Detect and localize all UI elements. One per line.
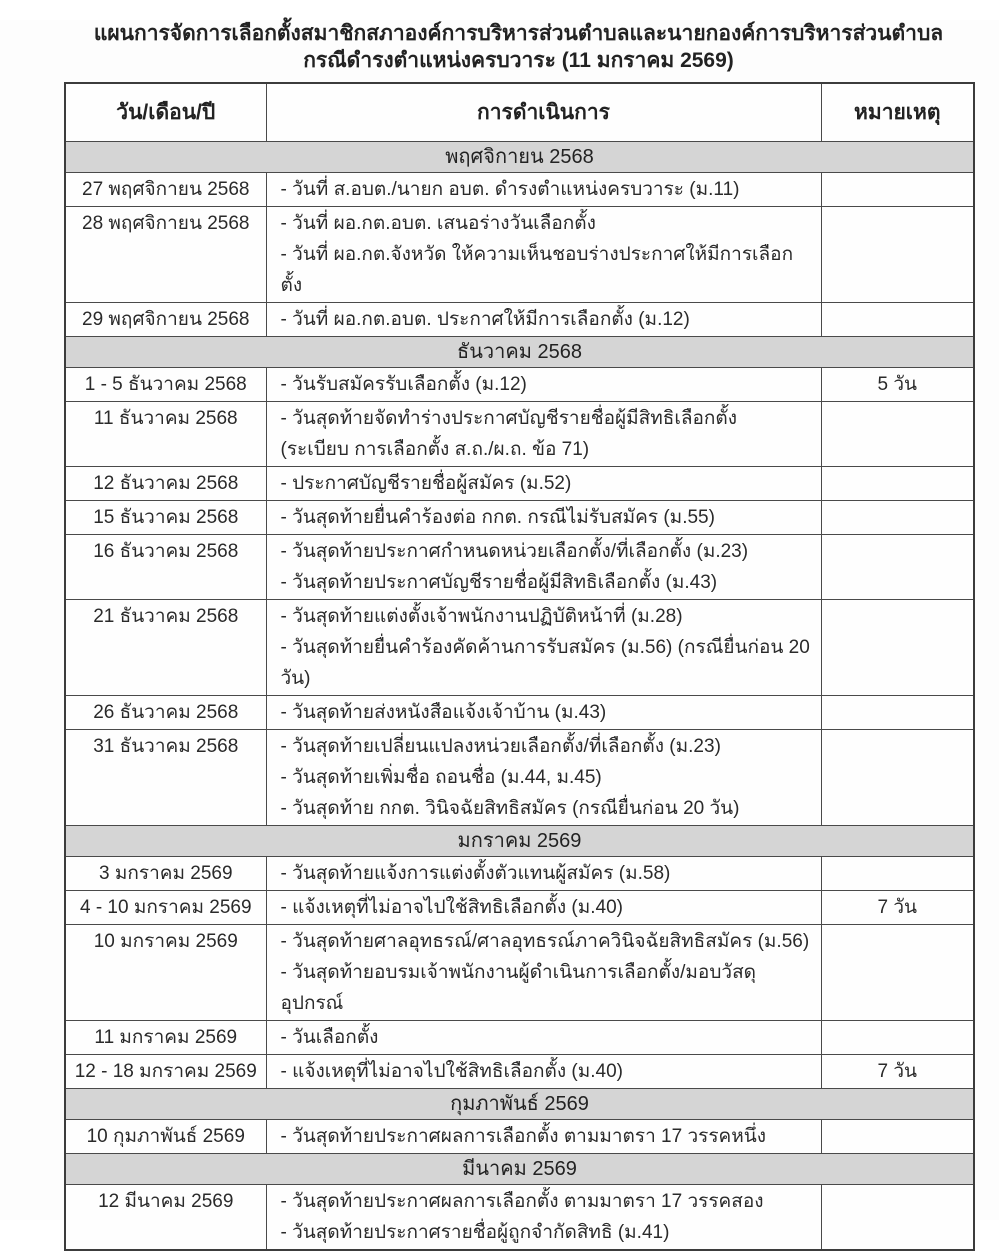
column-header-action: การดำเนินการ	[266, 83, 821, 142]
table-row	[65, 368, 974, 402]
table-row	[65, 1120, 974, 1154]
action-item: - วันสุดท้าย กกต. วินิจฉัยสิทธิสมัคร (กรณียื่นก่อน 20 วัน)	[280, 798, 740, 819]
actions-cell	[266, 696, 821, 730]
note-cell	[821, 535, 974, 600]
table-row	[65, 467, 974, 501]
action-item: - ประกาศบัญชีรายชื่อผู้สมัคร (ม.52)	[280, 473, 572, 494]
date-cell: 26 ธันวาคม 2568	[65, 696, 266, 730]
note-cell	[821, 696, 974, 730]
actions-cell	[266, 600, 821, 696]
action-item: - วันรับสมัครรับเลือกตั้ง (ม.12)	[280, 374, 527, 395]
note-cell	[821, 173, 974, 207]
table-row	[65, 600, 974, 696]
month-section-header: พฤศจิกายน 2568	[65, 142, 974, 173]
header-row	[65, 83, 974, 142]
date-cell: 1 - 5 ธันวาคม 2568	[65, 368, 266, 402]
table-row	[65, 891, 974, 925]
table-row	[65, 402, 974, 467]
table-row	[65, 696, 974, 730]
action-item: - แจ้งเหตุที่ไม่อาจไปใช้สิทธิเลือกตั้ง (ม.40)	[280, 897, 623, 918]
note-cell: 5 วัน	[821, 368, 974, 402]
date-cell: 12 ธันวาคม 2568	[65, 467, 266, 501]
actions-cell	[266, 925, 821, 1021]
month-section-header: มีนาคม 2569	[65, 1154, 974, 1185]
action-item: - วันสุดท้ายยื่นคำร้องคัดค้านการรับสมัคร (ม.56) (กรณียื่นก่อน 20 วัน)	[280, 637, 810, 689]
actions-cell	[266, 535, 821, 600]
month-section-row	[65, 826, 974, 857]
note-cell	[821, 1120, 974, 1154]
action-item: - วันที่ ผอ.กต.อบต. เสนอร่างวันเลือกตั้ง	[280, 213, 596, 234]
date-cell: 3 มกราคม 2569	[65, 857, 266, 891]
actions-cell	[266, 891, 821, 925]
action-item: - วันสุดท้ายอบรมเจ้าพนักงานผู้ดำเนินการเลือกตั้ง/มอบวัสดุอุปกรณ์	[280, 962, 757, 1014]
actions-cell	[266, 1021, 821, 1055]
document-title-block	[64, 20, 973, 74]
note-cell	[821, 1185, 974, 1251]
action-item: - วันที่ ผอ.กต.จังหวัด ให้ความเห็นชอบร่างประกาศให้มีการเลือกตั้ง	[280, 244, 794, 296]
action-item: - วันสุดท้ายเปลี่ยนแปลงหน่วยเลือกตั้ง/ที่เลือกตั้ง (ม.23)	[280, 736, 721, 757]
month-section-row	[65, 1154, 974, 1185]
date-cell: 11 มกราคม 2569	[65, 1021, 266, 1055]
document-title: แผนการจัดการเลือกตั้งสมาชิกสภาองค์การบริหารส่วนตำบลและนายกองค์การบริหารส่วนตำบล	[93, 22, 944, 45]
action-item: - วันสุดท้ายส่งหนังสือแจ้งเจ้าบ้าน (ม.43)	[280, 702, 607, 723]
date-cell: 21 ธันวาคม 2568	[65, 600, 266, 696]
action-item: - วันสุดท้ายเพิ่มชื่อ ถอนชื่อ (ม.44, ม.45)	[280, 767, 602, 788]
document-page	[0, 20, 999, 1243]
action-item: - วันสุดท้ายประกาศผลการเลือกตั้ง ตามมาตรา 17 วรรคหนึ่ง	[280, 1126, 767, 1147]
table-row	[65, 1185, 974, 1251]
note-cell: 7 วัน	[821, 891, 974, 925]
month-section-row	[65, 337, 974, 368]
action-item: - วันสุดท้ายจัดทำร่างประกาศบัญชีรายชื่อผู้มีสิทธิเลือกตั้ง (ระเบียบ การเลือกตั้ง ส.ถ./ผ.ถ. ข้อ 71)	[280, 408, 738, 460]
date-cell: 28 พฤศจิกายน 2568	[65, 207, 266, 303]
action-item: - วันสุดท้ายศาลอุทธรณ์/ศาลอุทธรณ์ภาควินิจฉัยสิทธิสมัคร (ม.56)	[280, 931, 810, 952]
date-cell: 29 พฤศจิกายน 2568	[65, 303, 266, 337]
table-row	[65, 925, 974, 1021]
action-item: - วันสุดท้ายประกาศบัญชีรายชื่อผู้มีสิทธิเลือกตั้ง (ม.43)	[280, 572, 718, 593]
table-row	[65, 857, 974, 891]
month-section-row	[65, 1089, 974, 1120]
actions-cell	[266, 1185, 821, 1251]
actions-cell	[266, 730, 821, 826]
actions-cell	[266, 1120, 821, 1154]
action-item: - วันสุดท้ายประกาศรายชื่อผู้ถูกจำกัดสิทธิ (ม.41)	[280, 1222, 670, 1243]
date-cell: 4 - 10 มกราคม 2569	[65, 891, 266, 925]
note-cell	[821, 402, 974, 467]
actions-cell	[266, 467, 821, 501]
action-item: - แจ้งเหตุที่ไม่อาจไปใช้สิทธิเลือกตั้ง (ม.40)	[280, 1061, 623, 1082]
month-section-header: มกราคม 2569	[65, 826, 974, 857]
note-cell: 7 วัน	[821, 1055, 974, 1089]
action-item: - วันสุดท้ายประกาศกำหนดหน่วยเลือกตั้ง/ที่เลือกตั้ง (ม.23)	[280, 541, 749, 562]
table-body	[65, 142, 974, 1251]
actions-cell	[266, 402, 821, 467]
action-item: - วันสุดท้ายยื่นคำร้องต่อ กกต. กรณีไม่รับสมัคร (ม.55)	[280, 507, 715, 528]
actions-cell	[266, 173, 821, 207]
actions-cell	[266, 368, 821, 402]
column-header-note: หมายเหตุ	[821, 83, 974, 142]
table-row	[65, 501, 974, 535]
month-section-header: ธันวาคม 2568	[65, 337, 974, 368]
table-row	[65, 1055, 974, 1089]
action-item: - วันสุดท้ายแจ้งการแต่งตั้งตัวแทนผู้สมัคร (ม.58)	[280, 863, 671, 884]
table-row	[65, 535, 974, 600]
note-cell	[821, 303, 974, 337]
note-cell	[821, 857, 974, 891]
note-cell	[821, 467, 974, 501]
date-cell: 31 ธันวาคม 2568	[65, 730, 266, 826]
column-header-date: วัน/เดือน/ปี	[65, 83, 266, 142]
table-row	[65, 1021, 974, 1055]
actions-cell	[266, 1055, 821, 1089]
note-cell	[821, 600, 974, 696]
date-cell: 10 มกราคม 2569	[65, 925, 266, 1021]
table-row	[65, 207, 974, 303]
table-row	[65, 173, 974, 207]
election-schedule-table	[64, 82, 975, 1251]
date-cell: 10 กุมภาพันธ์ 2569	[65, 1120, 266, 1154]
action-item: - วันสุดท้ายประกาศผลการเลือกตั้ง ตามมาตรา 17 วรรคสอง	[280, 1191, 764, 1212]
actions-cell	[266, 303, 821, 337]
date-cell: 27 พฤศจิกายน 2568	[65, 173, 266, 207]
month-section-header: กุมภาพันธ์ 2569	[65, 1089, 974, 1120]
table-row	[65, 303, 974, 337]
table-row	[65, 730, 974, 826]
date-cell: 11 ธันวาคม 2568	[65, 402, 266, 467]
date-cell: 15 ธันวาคม 2568	[65, 501, 266, 535]
actions-cell	[266, 207, 821, 303]
note-cell	[821, 730, 974, 826]
note-cell	[821, 925, 974, 1021]
document-subtitle: กรณีดำรงตำแหน่งครบวาระ (11 มกราคม 2569)	[303, 49, 734, 72]
actions-cell	[266, 857, 821, 891]
table-header	[65, 83, 974, 142]
action-item: - วันสุดท้ายแต่งตั้งเจ้าพนักงานปฏิบัติหน้าที่ (ม.28)	[280, 606, 683, 627]
action-item: - วันที่ ผอ.กต.อบต. ประกาศให้มีการเลือกตั้ง (ม.12)	[280, 309, 690, 330]
note-cell	[821, 1021, 974, 1055]
note-cell	[821, 207, 974, 303]
date-cell: 12 - 18 มกราคม 2569	[65, 1055, 266, 1089]
date-cell: 12 มีนาคม 2569	[65, 1185, 266, 1251]
date-cell: 16 ธันวาคม 2568	[65, 535, 266, 600]
action-item: - วันเลือกตั้ง	[280, 1027, 379, 1048]
note-cell	[821, 501, 974, 535]
month-section-row	[65, 142, 974, 173]
action-item: - วันที่ ส.อบต./นายก อบต. ดำรงตำแหน่งครบวาระ (ม.11)	[280, 179, 740, 200]
actions-cell	[266, 501, 821, 535]
